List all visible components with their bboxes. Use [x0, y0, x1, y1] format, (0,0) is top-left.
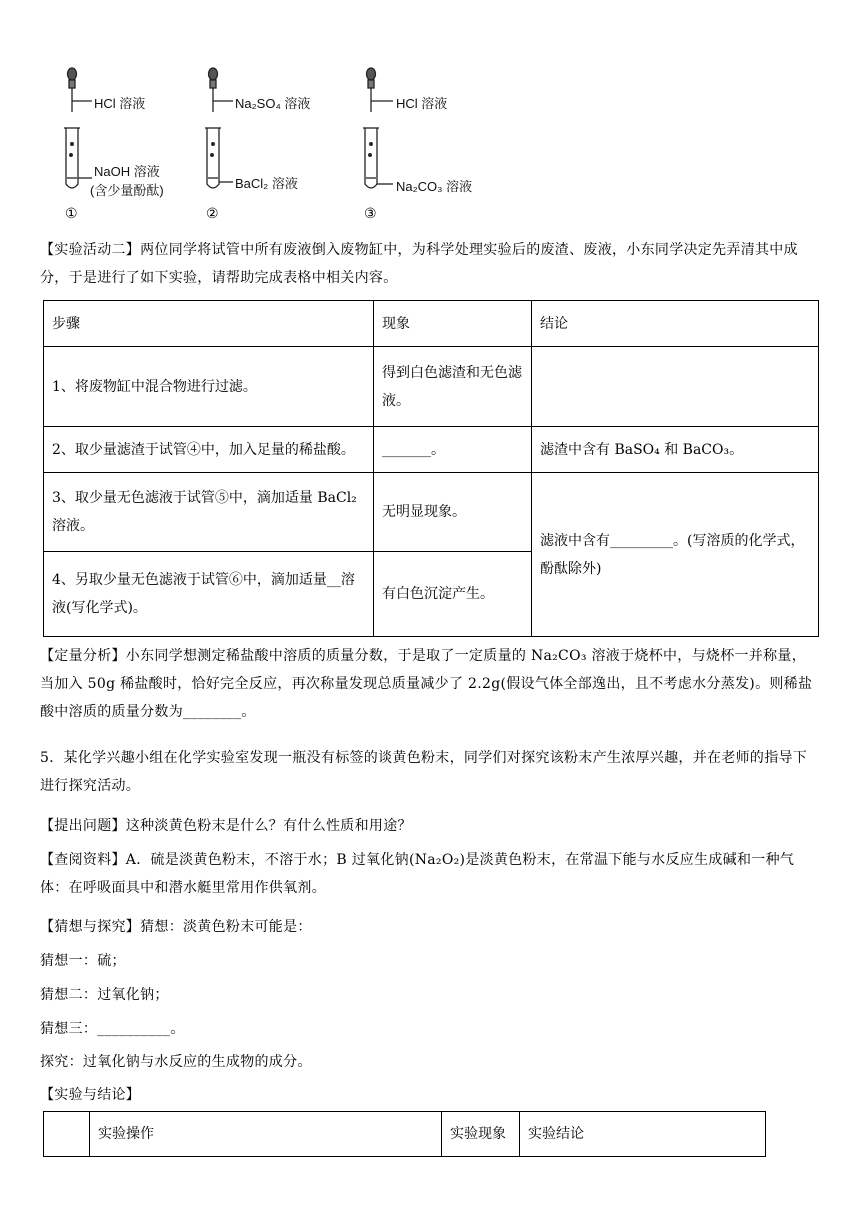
tube2-solution-label: BaCl₂ 溶液 [235, 176, 298, 191]
tube1-dropper-label: HCl 溶液 [94, 96, 146, 111]
test-tubes-drawing [40, 60, 510, 230]
question5-problem: 【提出问题】这种淡黄色粉末是什么？有什么性质和用途？ [40, 818, 412, 834]
question5-intro: 5．某化学兴趣小组在化学实验室发现一瓶没有标签的谈黄色粉末，同学们对探究该粉末产生浓厚兴趣，并在老师的指导下进行探究活动。 [40, 750, 808, 794]
tube2-dropper-label: Na₂SO₄ 溶液 [235, 96, 311, 111]
header-observation: 实验现象 [442, 1112, 520, 1157]
guess-three: 猜想三：__________。 [40, 1021, 185, 1037]
header-operation: 实验操作 [90, 1112, 442, 1157]
table-row [44, 473, 819, 552]
tube3-dropper-label: HCl 溶液 [396, 96, 448, 111]
activity2-paragraph: 【实验活动二】两位同学将试管中所有废液倒入废物缸中，为科学处理实验后的废渣、废液，小东同学决定先弄清其中成分，于是进行了如下实验，请帮助完成表格中相关内容。 [40, 242, 798, 286]
table-header-row [44, 301, 819, 347]
row1-conclusion [532, 347, 819, 427]
guess-one: 猜想一：硫； [40, 953, 126, 969]
row1-step: 1、将废物缸中混合物进行过滤。 [44, 347, 374, 427]
tube1-solution-label: NaOH 溶液 [94, 164, 160, 179]
header-step: 步骤 [44, 301, 374, 347]
header-result: 实验结论 [520, 1112, 766, 1157]
question5-reference: 【查阅资料】A．硫是淡黄色粉末，不溶于水；B 过氧化钠(Na₂O₂)是淡黄色粉末，在常温下能与水反应生成碱和一种气体：在呼吸面具中和潜水艇里常用作供氧剂。 [40, 852, 795, 896]
tube1-number: ① [65, 206, 78, 222]
table-header-row [44, 1112, 766, 1157]
row2-conclusion: 滤渣中含有 BaSO₄ 和 BaCO₃。 [532, 427, 819, 473]
explore-line: 探究：过氧化钠与水反应的生成物的成分。 [40, 1054, 312, 1070]
experiment-table [43, 1111, 766, 1157]
analysis-table [43, 300, 819, 637]
row3-phenomenon: 无明显现象。 [374, 473, 532, 552]
tube3-number: ③ [364, 206, 377, 222]
row2-step: 2、取少量滤渣于试管④中，加入足量的稀盐酸。 [44, 427, 374, 473]
table-row [44, 427, 819, 473]
question5-guess-head: 【猜想与探究】猜想：淡黄色粉末可能是： [40, 919, 312, 935]
guess-two: 猜想二：过氧化钠； [40, 987, 169, 1003]
experiment-conclusion-head: 【实验与结论】 [40, 1087, 141, 1103]
row4-phenomenon: 有白色沉淀产生。 [374, 552, 532, 637]
tube3-solution-label: Na₂CO₃ 溶液 [396, 179, 473, 194]
tube1-solution-note: (含少量酚酞) [90, 183, 164, 198]
row3-step: 3、取少量无色滤液于试管⑤中，滴加适量 BaCl₂ 溶液。 [44, 473, 374, 552]
header-conclusion: 结论 [532, 301, 819, 347]
experiment-figure [40, 60, 510, 230]
row4-step: 4、另取少量无色滤液于试管⑥中，滴加适量__溶液(写化学式)。 [44, 552, 374, 637]
row1-phenomenon: 得到白色滤渣和无色滤液。 [374, 347, 532, 427]
tube2-number: ② [206, 206, 219, 222]
row2-phenomenon: _______。 [374, 427, 532, 473]
header-phenomenon: 现象 [374, 301, 532, 347]
header-index [44, 1112, 90, 1157]
table-row [44, 347, 819, 427]
filtrate-conclusion: 滤液中含有_________。(写溶质的化学式，酚酞除外) [532, 473, 819, 637]
quantitative-analysis-paragraph: 【定量分析】小东同学想测定稀盐酸中溶质的质量分数，于是取了一定质量的 Na₂CO₃ 溶液于烧杯中，与烧杯一并称量，当加入 50g 稀盐酸时，恰好完全反应，再次称量发现总质量减少了 2.2g(假设气体全部逸出，且不考虑水分蒸发)。则稀盐酸中溶质的质量分数为________。 [40, 648, 813, 720]
